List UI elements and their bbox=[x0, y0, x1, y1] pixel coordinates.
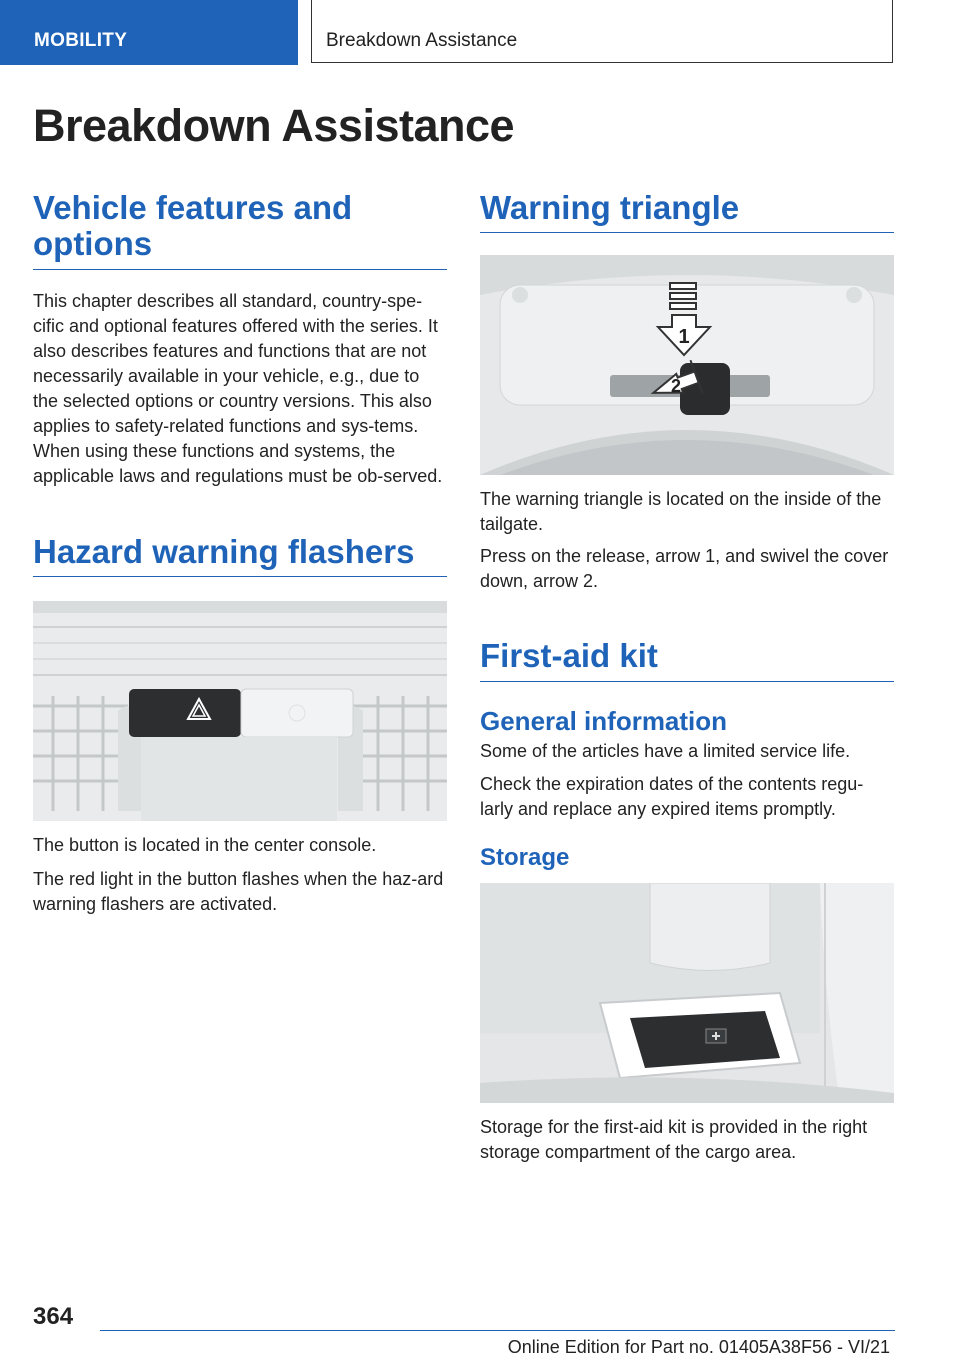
arrow-2-label: 2 bbox=[670, 376, 682, 397]
hazard-flashers-heading: Hazard warning flashers bbox=[33, 534, 447, 577]
hazard-flashers-para1: The button is located in the center console. bbox=[33, 834, 377, 855]
footer-divider bbox=[100, 1330, 895, 1331]
page-number: 364 bbox=[33, 1303, 74, 1330]
first-aid-para1: Some of the articles have a limited service life. bbox=[480, 740, 851, 761]
edition-text: Online Edition for Part no. 01405A38F56 - VI/21 bbox=[507, 1337, 890, 1357]
vehicle-features-heading: Vehicle features and options bbox=[33, 190, 447, 270]
first-aid-storage-illustration bbox=[480, 883, 894, 1103]
hazard-button-illustration bbox=[33, 601, 447, 821]
section-tab bbox=[0, 0, 298, 65]
warning-triangle-illustration bbox=[480, 255, 894, 475]
chapter-label: Breakdown Assistance bbox=[326, 30, 518, 51]
first-aid-para3: Storage for the first-aid kit is provided in the right storage compartment of the cargo area. bbox=[480, 1116, 868, 1162]
warning-triangle-para2: Press on the release, arrow 1, and swivel the cover down, arrow 2. bbox=[480, 546, 889, 592]
first-aid-heading: First-aid kit bbox=[480, 638, 894, 681]
left-column bbox=[33, 190, 447, 917]
storage-heading: Storage bbox=[480, 843, 570, 871]
page-title: Breakdown Assistance bbox=[33, 100, 515, 151]
chapter-box bbox=[311, 0, 893, 63]
right-column bbox=[480, 190, 894, 1165]
warning-triangle-para1: The warning triangle is located on the inside of the tailgate. bbox=[480, 489, 882, 535]
section-label: MOBILITY bbox=[34, 30, 128, 51]
vehicle-features-body: This chapter describes all standard, country-spe-cific and optional features offered with the series. It also describes features and functions that are not necessarily available in your vehicle, e.g., due to the selected options or country versions. This also applies to safety-related functions and sys-tems. When using these functions and systems, the applicable laws and regulations must be ob-served. bbox=[33, 290, 443, 486]
first-aid-para2: Check the expiration dates of the contents regu-larly and replace any expired items promptly. bbox=[480, 773, 864, 819]
arrow-1-label: 1 bbox=[678, 326, 690, 349]
general-information-heading: General information bbox=[480, 705, 728, 736]
hazard-flashers-para2: The red light in the button flashes when the haz-ard warning flashers are activated. bbox=[33, 868, 444, 914]
warning-triangle-heading: Warning triangle bbox=[480, 190, 894, 233]
